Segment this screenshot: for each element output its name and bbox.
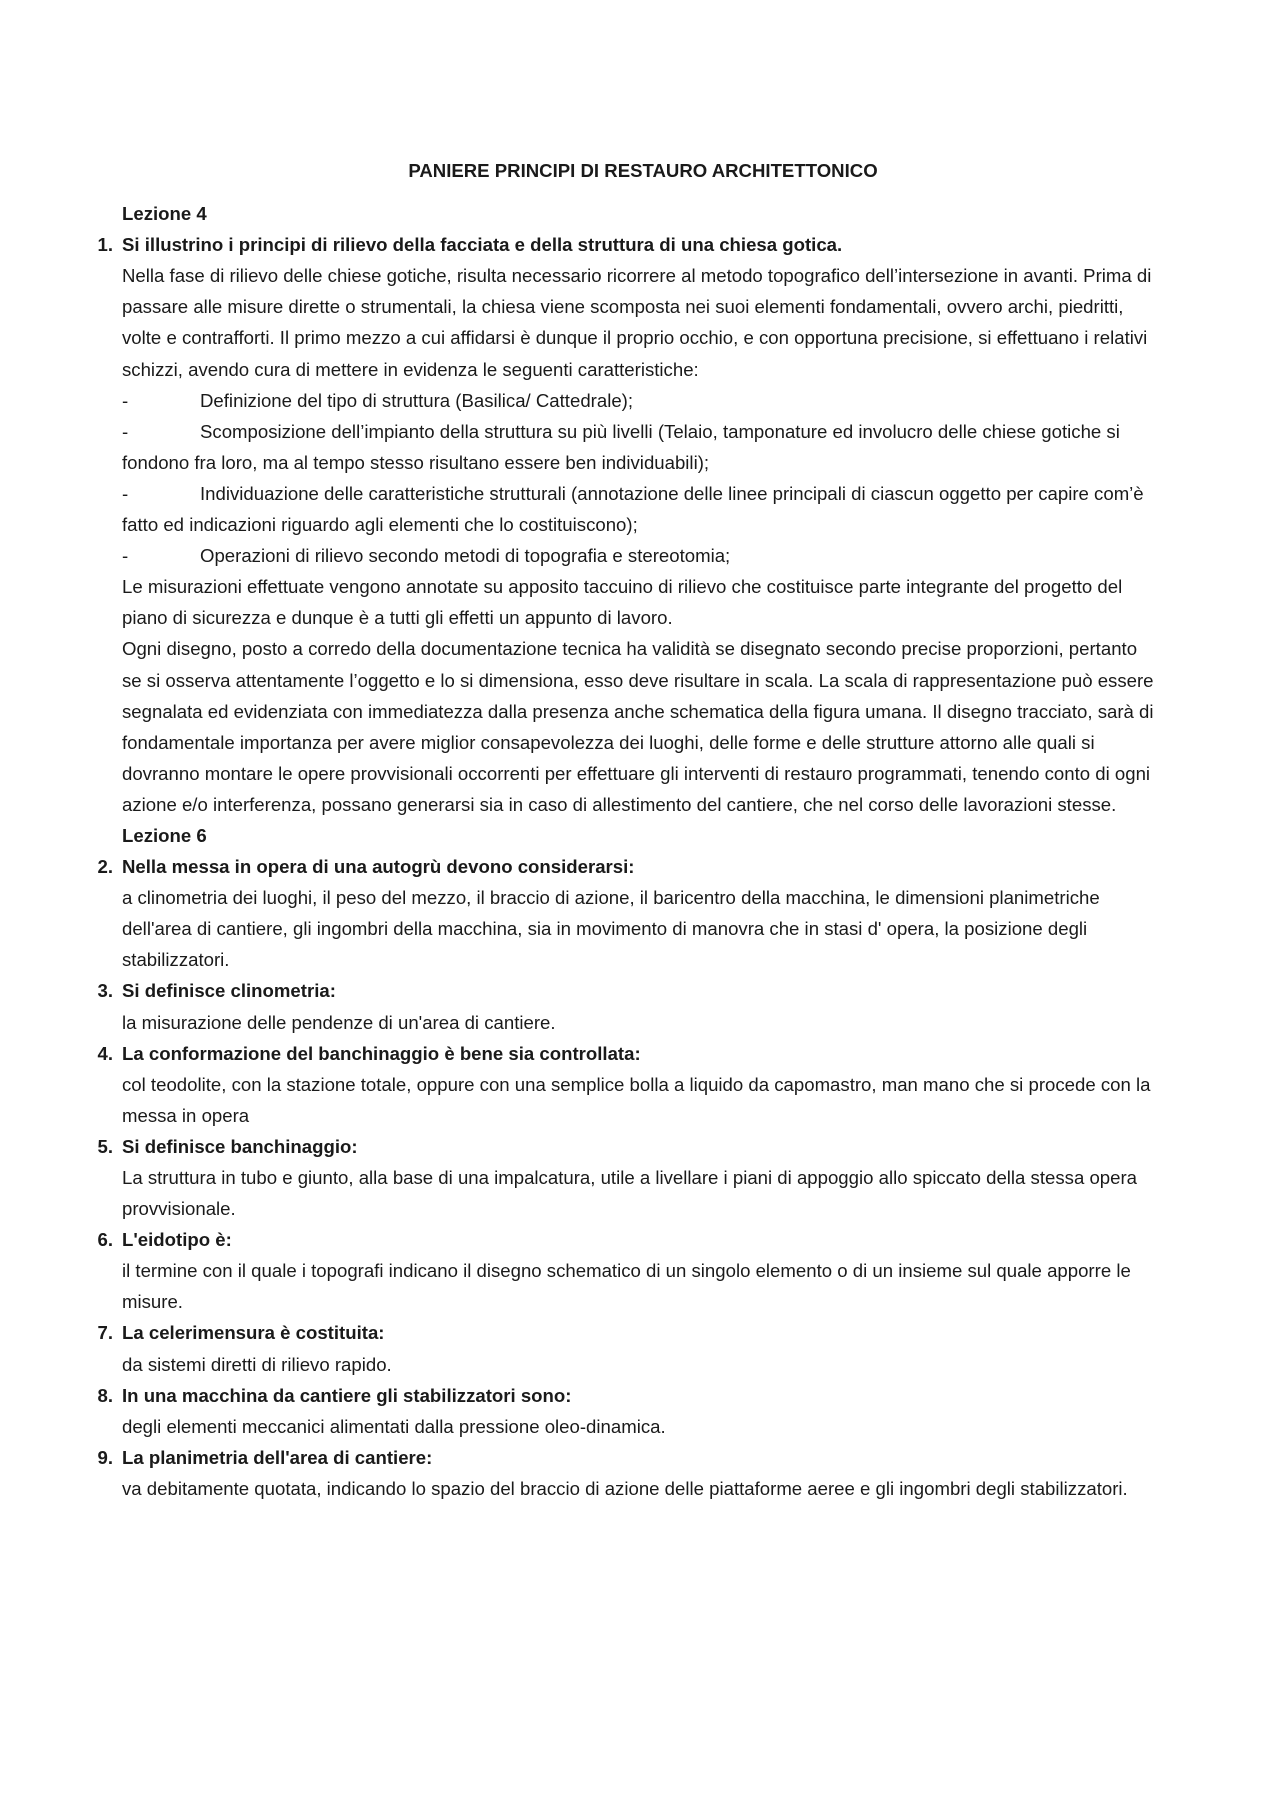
answer-text: da sistemi diretti di rilievo rapido. <box>122 1353 392 1375</box>
answer-text: va debitamente quotata, indicando lo spazio del braccio di azione delle piattaforme aeree e gli ingombri degli stabilizzatori. <box>122 1477 1128 1499</box>
question-item <box>97 1442 1160 1504</box>
question-text: Nella messa in opera di una autogrù devono considerarsi: <box>122 856 635 878</box>
dash-marker: - <box>122 545 129 567</box>
question-text: L'eidotipo è: <box>122 1229 232 1251</box>
question-text: Si definisce clinometria: <box>122 980 336 1002</box>
answer-paragraph: Le misurazioni effettuate vengono annotate su apposito taccuino di rilievo che costituisce parte integrante del progetto del piano di sicurezza e dunque è a tutti gli effetti un appunto di lavoro. <box>122 576 1123 629</box>
answer-text: il termine con il quale i topografi indicano il disegno schematico di un singolo elemento o di un insieme sul quale apporre le misure. <box>122 1260 1131 1313</box>
question-item <box>97 1131 1160 1224</box>
question-number: 8. <box>97 1384 113 1406</box>
question-item <box>97 1380 1160 1442</box>
bullet-item <box>122 540 1160 571</box>
question-item <box>97 229 1160 820</box>
bullet-text: Operazioni di rilievo secondo metodi di topografia e stereotomia; <box>200 545 731 567</box>
question-text: Si illustrino i principi di rilievo della facciata e della struttura di una chiesa gotica. <box>122 234 843 256</box>
question-number: 2. <box>97 856 113 878</box>
question-number: 6. <box>97 1229 113 1251</box>
answer-text: la misurazione delle pendenze di un'area di cantiere. <box>122 1011 556 1033</box>
document-title: PANIERE PRINCIPI DI RESTAURO ARCHITETTONICO <box>408 160 878 181</box>
dash-marker: - <box>122 420 129 442</box>
question-number: 7. <box>97 1322 113 1344</box>
answer-text: La struttura in tubo e giunto, alla base di una impalcatura, utile a livellare i piani di appoggio allo spiccato della stessa opera provvisionale. <box>122 1167 1138 1220</box>
question-number: 9. <box>97 1446 113 1468</box>
bullet-text: Definizione del tipo di struttura (Basilica/ Cattedrale); <box>200 389 634 411</box>
bullet-text: Individuazione delle caratteristiche strutturali (annotazione delle linee principali di ciascun oggetto per capire com’è fatto ed indicazioni riguardo agli elementi che lo costituiscono); <box>122 482 1144 536</box>
question-item <box>97 1317 1160 1379</box>
answer-paragraph: Nella fase di rilievo delle chiese gotiche, risulta necessario ricorrere al metodo topografico dell’intersezione in avanti. Prima di passare alle misure dirette o strumentali, la chiesa viene scomposta nei suoi elementi fondamentali, ovvero archi, piedritti, volte e contrafforti. Il primo mezzo a cui affidarsi è dunque il proprio occhio, e con opportuna precisione, si effettuano i relativi schizzi, avendo cura di mettere in evidenza le seguenti caratteristiche: <box>122 265 1152 380</box>
question-text: Si definisce banchinaggio: <box>122 1135 358 1157</box>
bullet-item <box>122 478 1160 540</box>
bullet-text: Scomposizione dell’impianto della struttura su più livelli (Telaio, tamponature ed involucro delle chiese gotiche si fondono fra loro, ma al tempo stesso risultano essere ben individuabili); <box>122 420 1120 473</box>
answer-text: degli elementi meccanici alimentati dalla pressione oleo-dinamica. <box>122 1415 666 1437</box>
dash-marker: - <box>122 482 129 504</box>
question-text: La conformazione del banchinaggio è bene sia controllata: <box>122 1042 641 1064</box>
question-number: 1. <box>97 234 113 256</box>
question-text: In una macchina da cantiere gli stabilizzatori sono: <box>122 1384 572 1406</box>
question-item <box>97 1038 1160 1131</box>
question-number: 5. <box>97 1135 113 1157</box>
question-text: La planimetria dell'area di cantiere: <box>122 1446 433 1468</box>
lesson-heading: Lezione 6 <box>122 824 207 846</box>
question-number: 4. <box>97 1042 113 1064</box>
question-item <box>97 975 1160 1037</box>
question-text: La celerimensura è costituita: <box>122 1322 385 1344</box>
answer-text: col teodolite, con la stazione totale, oppure con una semplice bolla a liquido da capomastro, man mano che si procede con la messa in opera <box>122 1073 1151 1126</box>
answer-paragraph: Ogni disegno, posto a corredo della documentazione tecnica ha validità se disegnato secondo precise proporzioni, pertanto se si osserva attentamente l’oggetto e lo si dimensiona, esso deve risultare in scala. La scala di rappresentazione può essere segnalata ed evidenziata con immediatezza dalla presenza anche schematica della figura umana. Il disegno tracciato, sarà di fondamentale importanza per avere miglior consapevolezza dei luoghi, delle forme e delle strutture attorno alle quali si dovranno montare le opere provvisionali occorrenti per effettuare gli interventi di restauro programmati, tenendo conto di ogni azione e/o interferenza, possano generarsi sia in caso di allestimento del cantiere, che nel corso delle lavorazioni stesse. <box>122 638 1154 815</box>
bullet-item <box>122 385 1160 416</box>
dash-marker: - <box>122 389 129 411</box>
question-number: 3. <box>97 980 113 1002</box>
question-item <box>97 851 1160 975</box>
bullet-item <box>122 416 1160 478</box>
answer-text: a clinometria dei luoghi, il peso del mezzo, il braccio di azione, il baricentro della macchina, le dimensioni planimetriche dell'area di cantiere, gli ingombri della macchina, sia in movimento di manovra che in stasi d' opera, la posizione degli stabilizzatori. <box>122 887 1100 971</box>
lesson-heading: Lezione 4 <box>122 203 207 225</box>
question-item <box>97 1224 1160 1317</box>
